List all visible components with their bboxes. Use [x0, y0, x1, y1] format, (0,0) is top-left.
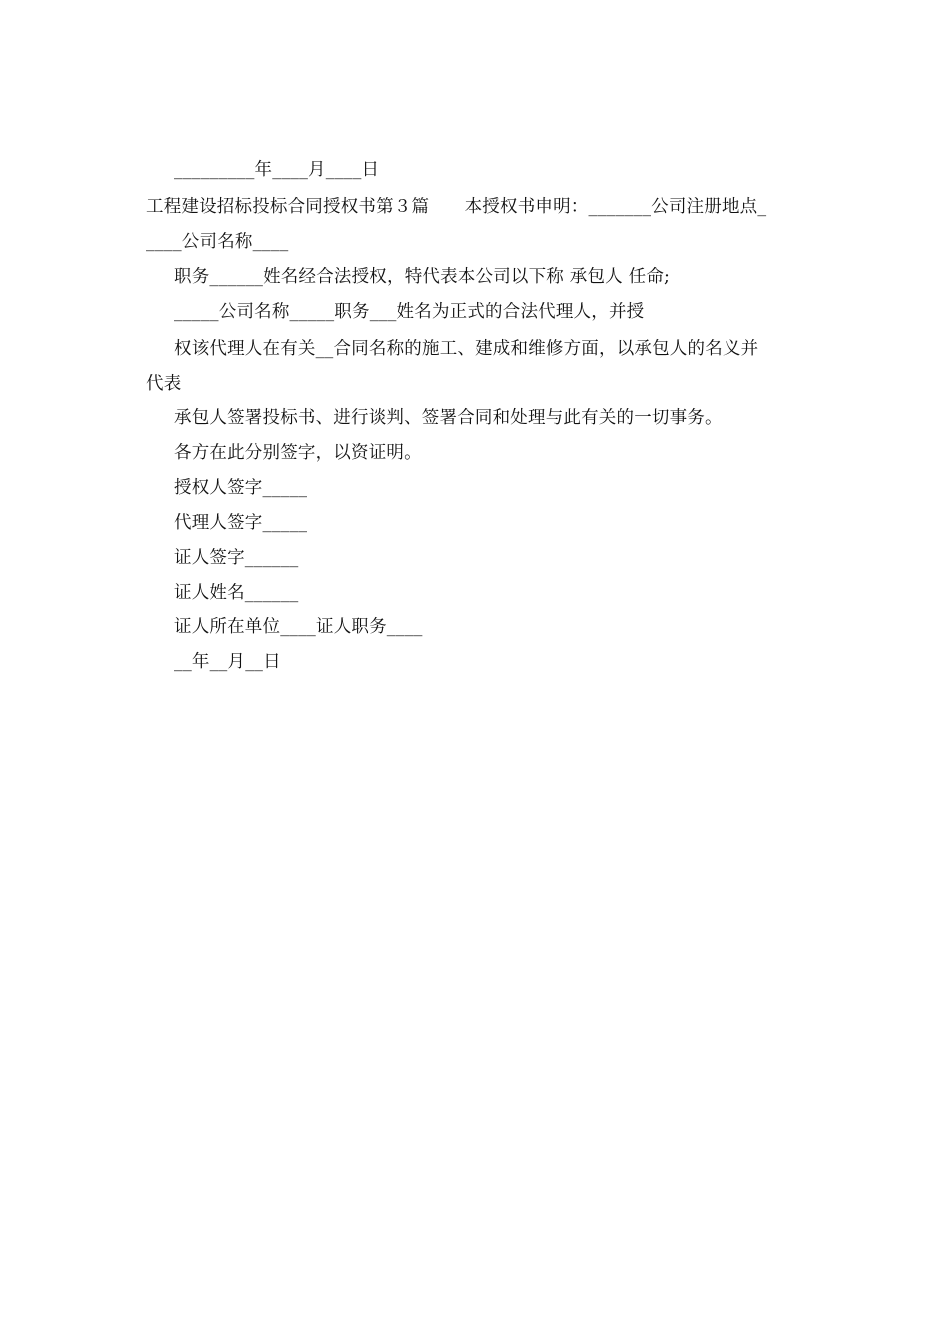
authorizer-signature-line: 授权人签字_____ — [174, 478, 308, 498]
date-line-top: _________年____月____日 — [174, 160, 380, 180]
witness-signature-line: 证人签字______ — [174, 548, 299, 568]
contractor-duties-line: 承包人签署投标书、进行谈判、签署合同和处理与此有关的一切事务。 — [174, 408, 723, 428]
title-and-declaration-line: 工程建设招标投标合同授权书第３篇 本授权书申明：_______公司注册地点_ — [146, 197, 767, 217]
authorization-scope-continued: 代表 — [146, 374, 182, 394]
position-line: 职务______姓名经合法授权，特代表本公司以下称 承包人 任命; — [174, 267, 671, 287]
authorization-scope-line: 权该代理人在有关__合同名称的施工、建成和维修方面，以承包人的名义并 — [174, 339, 759, 359]
date-line-bottom: __年__月__日 — [174, 652, 281, 672]
signature-statement-line: 各方在此分别签字，以资证明。 — [174, 443, 422, 463]
company-name-line: ____公司名称____ — [146, 232, 289, 252]
witness-name-line: 证人姓名______ — [174, 583, 299, 603]
agent-signature-line: 代理人签字_____ — [174, 513, 308, 533]
agent-appointment-line: _____公司名称_____职务___姓名为正式的合法代理人，并授 — [174, 302, 645, 322]
witness-unit-position-line: 证人所在单位____证人职务____ — [174, 617, 423, 637]
